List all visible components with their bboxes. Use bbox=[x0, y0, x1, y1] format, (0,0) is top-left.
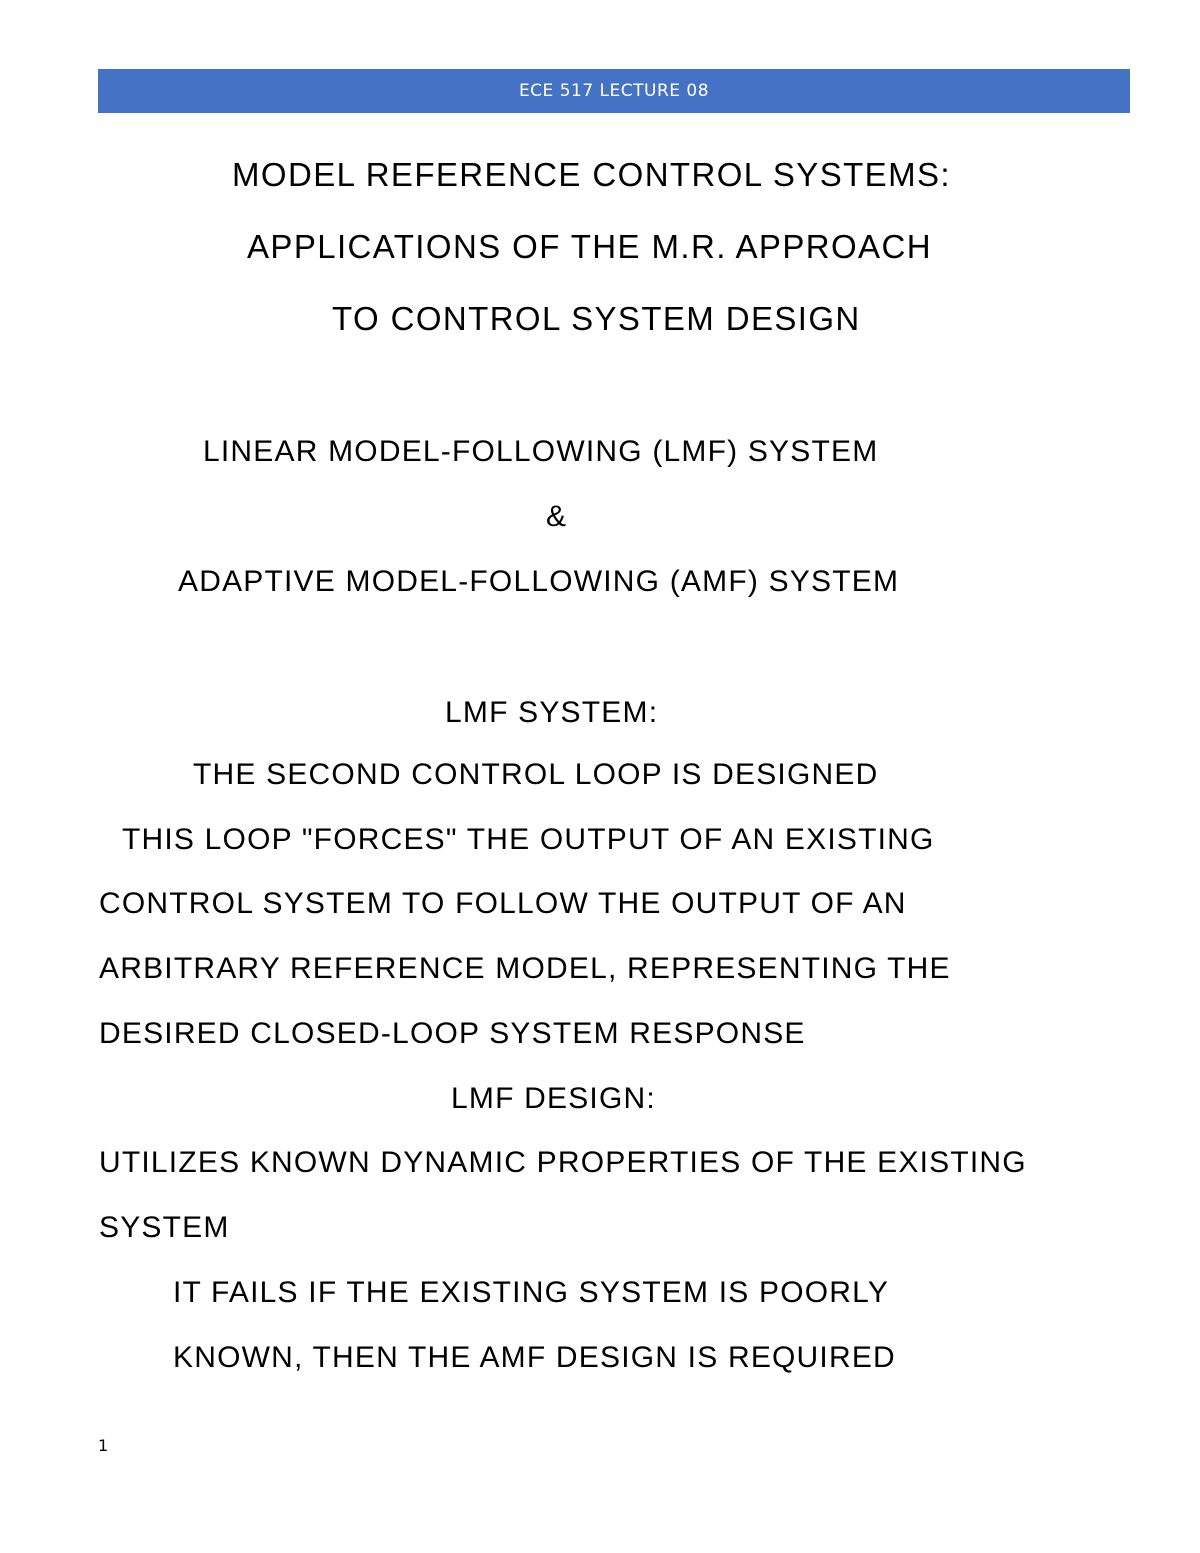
subtitle-lmf: LINEAR MODEL-FOLLOWING (LMF) SYSTEM bbox=[203, 435, 879, 468]
header-bar bbox=[98, 69, 1130, 113]
header-title: ECE 517 LECTURE 08 bbox=[518, 81, 710, 101]
lmf-system-heading: LMF SYSTEM: bbox=[445, 696, 659, 729]
lmf-design-line-2: SYSTEM bbox=[99, 1211, 230, 1244]
subtitle-amf: ADAPTIVE MODEL-FOLLOWING (AMF) SYSTEM bbox=[178, 565, 900, 598]
subtitle-ampersand: & bbox=[546, 500, 568, 533]
lmf-design-line-1: UTILIZES KNOWN DYNAMIC PROPERTIES OF THE EXISTING bbox=[99, 1146, 1027, 1179]
lmf-system-line-3: CONTROL SYSTEM TO FOLLOW THE OUTPUT OF AN bbox=[99, 887, 907, 920]
lmf-system-line-2: THIS LOOP "FORCES" THE OUTPUT OF AN EXISTING bbox=[122, 823, 935, 856]
lmf-design-heading: LMF DESIGN: bbox=[451, 1082, 656, 1115]
page-number: 1 bbox=[98, 1436, 109, 1455]
lmf-system-line-5: DESIRED CLOSED-LOOP SYSTEM RESPONSE bbox=[99, 1017, 806, 1050]
title-line-2: APPLICATIONS OF THE M.R. APPROACH bbox=[247, 228, 932, 265]
lmf-system-line-1: THE SECOND CONTROL LOOP IS DESIGNED bbox=[193, 758, 879, 791]
title-line-1: MODEL REFERENCE CONTROL SYSTEMS: bbox=[232, 156, 951, 193]
lmf-system-line-4: ARBITRARY REFERENCE MODEL, REPRESENTING THE bbox=[99, 952, 951, 985]
lmf-design-line-4: KNOWN, THEN THE AMF DESIGN IS REQUIRED bbox=[173, 1341, 896, 1374]
lmf-design-line-3: IT FAILS IF THE EXISTING SYSTEM IS POORLY bbox=[173, 1276, 890, 1309]
title-line-3: TO CONTROL SYSTEM DESIGN bbox=[332, 300, 861, 337]
